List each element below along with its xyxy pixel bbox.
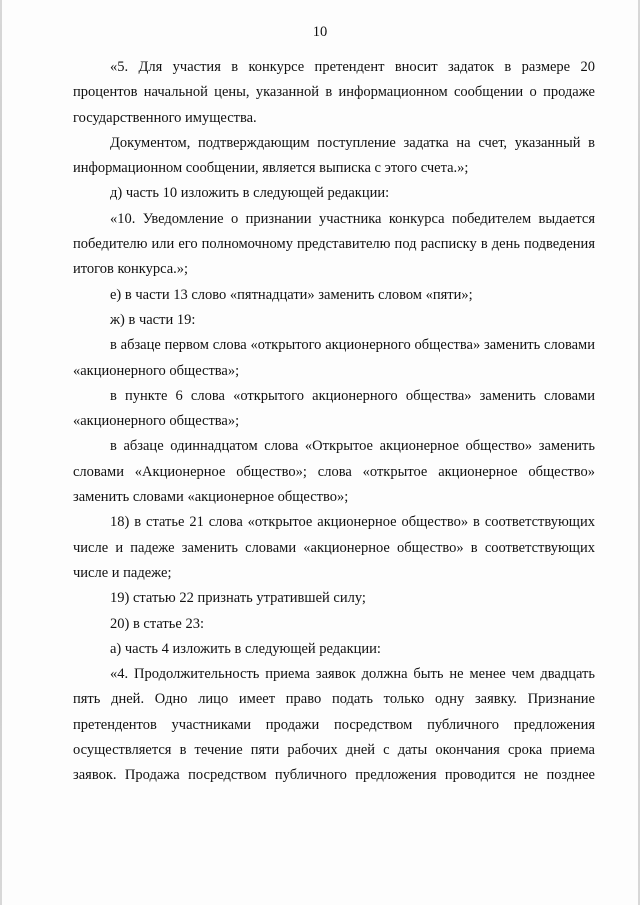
paragraph: е) в части 13 слово «пятнадцати» заменить словом «пяти»; bbox=[110, 286, 473, 303]
page-edge-left bbox=[0, 0, 2, 905]
paragraph: «5. Для участия в конкурсе претендент вносит задаток в размере 20 процентов начальной цены, указанной в информационном сообщении о продаже государственного имущества. bbox=[73, 59, 595, 126]
paragraph: в абзаце первом слова «открытого акционерного общества» заменить словами «акционерного общества»; bbox=[73, 337, 595, 379]
document-body bbox=[73, 55, 595, 789]
paragraph: 20) в статье 23: bbox=[110, 615, 204, 632]
page-number: 10 bbox=[312, 24, 328, 40]
paragraph: 19) статью 22 признать утратившей силу; bbox=[110, 590, 366, 607]
paragraph: «10. Уведомление о признании участника конкурса победителем выдается победителю или его полномочному представителю под расписку в день подведения итогов конкурса.»; bbox=[73, 210, 595, 278]
paragraph: ж) в части 19: bbox=[110, 311, 196, 328]
paragraph: в абзаце одиннадцатом слова «Открытое акционерное общество» заменить словами «Акционерное общество»; слова «открытое акционерное общество» заменить словами «акционерное общество»; bbox=[73, 438, 595, 506]
paragraph: д) часть 10 изложить в следующей редакции: bbox=[110, 185, 390, 202]
paragraph: Документом, подтверждающим поступление задатка на счет, указанный в информационном сообщении, является выписка с этого счета.»; bbox=[73, 134, 595, 177]
paragraph: 18) в статье 21 слова «открытое акционерное общество» в соответствующих числе и падеже заменить словами «акционерное общество» в соответствующих числе и падеже; bbox=[73, 514, 595, 581]
paragraph: а) часть 4 изложить в следующей редакции: bbox=[110, 640, 381, 657]
paragraph: «4. Продолжительность приема заявок должна быть не менее чем двадцать пять дней. Одно лицо имеет право подать только одну заявку. Признание претендентов участниками продажи посредством публичного предложения осуществляется в течение пяти рабочих дней с даты окончания срока приема заявок. Продажа посредством публичного предложения проводится не позднее bbox=[73, 666, 595, 784]
paragraph: в пункте 6 слова «открытого акционерного общества» заменить словами «акционерного общества»; bbox=[73, 387, 595, 430]
